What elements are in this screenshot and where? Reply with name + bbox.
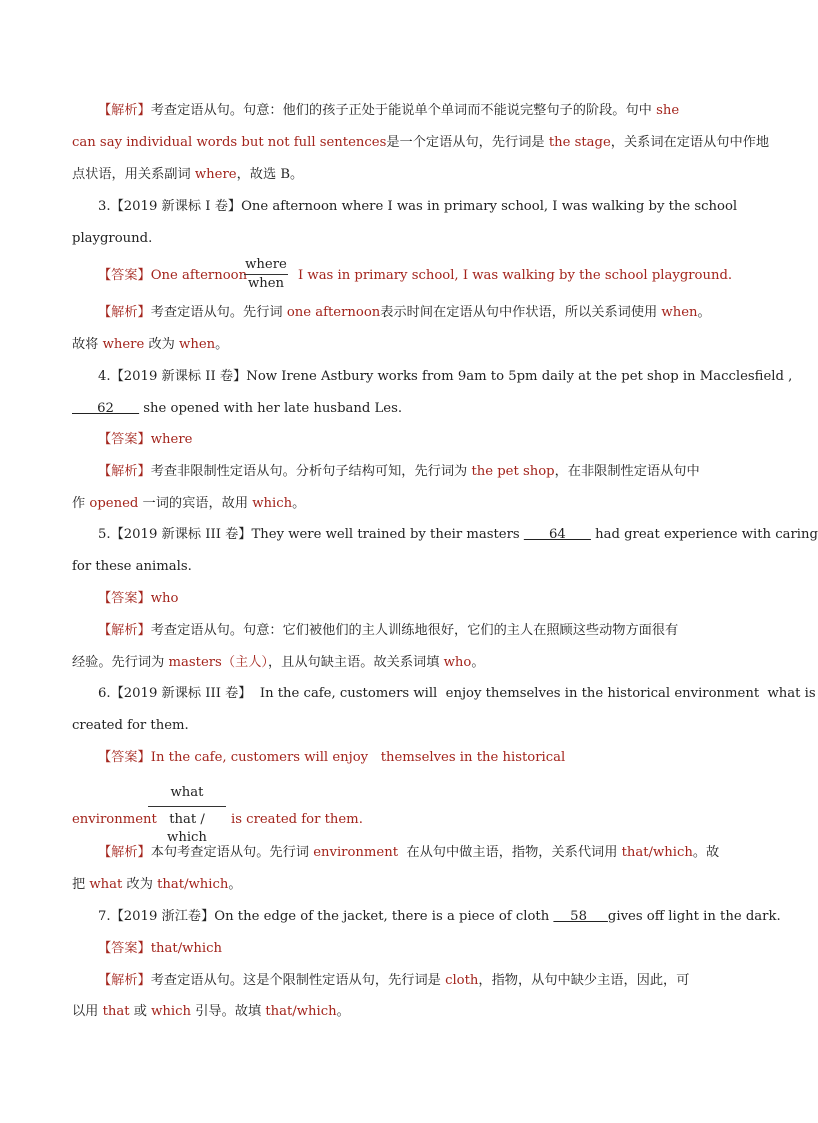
q2-analysis-line3: 点状语，用关系副词 where，故选 B。 xyxy=(72,167,304,182)
q7-analysis-line2: 以用 that 或 which 引导。故填 that/which。 xyxy=(72,1004,350,1019)
q6-answer-line2-start: environment xyxy=(72,812,157,827)
q3-correction xyxy=(244,256,288,293)
q6-answer-line2-end: is created for them. xyxy=(231,812,363,827)
q4-analysis-line1: 【解析】考查非限制性定语从句。分析句子结构可知，先行词为 the pet shop，在非限制性定语从句中 xyxy=(98,464,700,479)
answer-tag: 【答案】 xyxy=(98,432,151,447)
q7-question: 7.【2019 浙江卷】On the edge of the jacket, there is a piece of cloth 58 gives off light in the dark. xyxy=(98,909,781,924)
q5-answer: 【答案】who xyxy=(98,591,179,606)
q4-blank: 62 xyxy=(72,401,140,416)
q2-analysis-line1: 【解析】考查定语从句。句意：他们的孩子正处于能说单个单词而不能说完整句子的阶段。句中 she xyxy=(98,103,680,118)
q5-analysis-line2: 经验。先行词为 masters（主人），且从句缺主语。故关系词填 who。 xyxy=(72,655,485,670)
q7-blank: 58 xyxy=(553,909,608,924)
analysis-tag: 【解析】 xyxy=(98,623,151,638)
q5-question-line2: for these animals. xyxy=(72,559,192,574)
q3-answer-rest: I was in primary school, I was walking by the school playground. xyxy=(298,268,733,283)
q6-analysis-line2: 把 what 改为 that/which。 xyxy=(72,877,242,892)
q6-question-line2: created for them. xyxy=(72,718,189,733)
q4-question-line2: 62 she opened with her late husband Les. xyxy=(72,401,403,416)
q6-answer-line1: 【答案】In the cafe, customers will enjoy themselves in the historical xyxy=(98,750,566,765)
q3-right-word: when xyxy=(244,274,288,293)
q3-question-line2: playground. xyxy=(72,231,153,246)
q6-analysis-line1: 【解析】本句考查定语从句。先行词 environment 在从句中做主语，指物，关系代词用 that/which。故 xyxy=(98,845,720,860)
analysis-tag: 【解析】 xyxy=(98,305,151,320)
q3-answer: 【答案】One afternoon xyxy=(98,268,248,283)
q3-question-line1: 3.【2019 新课标 I 卷】One afternoon where I was in primary school, I was walking by the school xyxy=(98,199,738,214)
q5-analysis-line1: 【解析】考查定语从句。句意：它们被他们的主人训练地很好，它们的主人在照顾这些动物方面很有 xyxy=(98,623,679,638)
q2-analysis-line2: can say individual words but not full sentences是一个定语从句，先行词是 the stage，关系词在定语从句中作地 xyxy=(72,135,770,150)
q6-wrong-word: what xyxy=(170,785,204,800)
q4-analysis-line2: 作 opened 一词的宾语，故用 which。 xyxy=(72,496,306,511)
q6-question-line1: 6.【2019 新课标 III 卷】 In the cafe, customers will enjoy themselves in the historical environment what is xyxy=(98,686,816,701)
q7-analysis-line1: 【解析】考查定语从句。这是个限制性定语从句，先行词是 cloth，指物，从句中缺少主语，因此，可 xyxy=(98,973,690,988)
answer-tag: 【答案】 xyxy=(98,750,151,765)
answer-tag: 【答案】 xyxy=(98,268,151,283)
analysis-tag: 【解析】 xyxy=(98,973,151,988)
answer-tag: 【答案】 xyxy=(98,941,151,956)
q6-correction xyxy=(148,784,226,847)
q6-right-word: that / which xyxy=(148,806,226,847)
q5-question-line1: 5.【2019 新课标 III 卷】They were well trained by their masters 64 had great experience with caring xyxy=(98,527,818,542)
q3-analysis-line1: 【解析】考查定语从句。先行词 one afternoon表示时间在定语从句中作状语，所以关系词使用 when。 xyxy=(98,305,711,320)
q4-answer: 【答案】where xyxy=(98,432,193,447)
q3-analysis-line2: 故将 where 改为 when。 xyxy=(72,337,229,352)
q4-question-line1: 4.【2019 新课标 II 卷】Now Irene Astbury works from 9am to 5pm daily at the pet shop in Macclesfield , xyxy=(98,369,793,384)
answer-tag: 【答案】 xyxy=(98,591,151,606)
analysis-tag: 【解析】 xyxy=(98,845,151,860)
q7-answer: 【答案】that/which xyxy=(98,941,223,956)
q3-wrong-word: where xyxy=(245,257,287,272)
analysis-tag: 【解析】 xyxy=(98,103,151,118)
analysis-tag: 【解析】 xyxy=(98,464,151,479)
q5-blank: 64 xyxy=(523,527,591,542)
